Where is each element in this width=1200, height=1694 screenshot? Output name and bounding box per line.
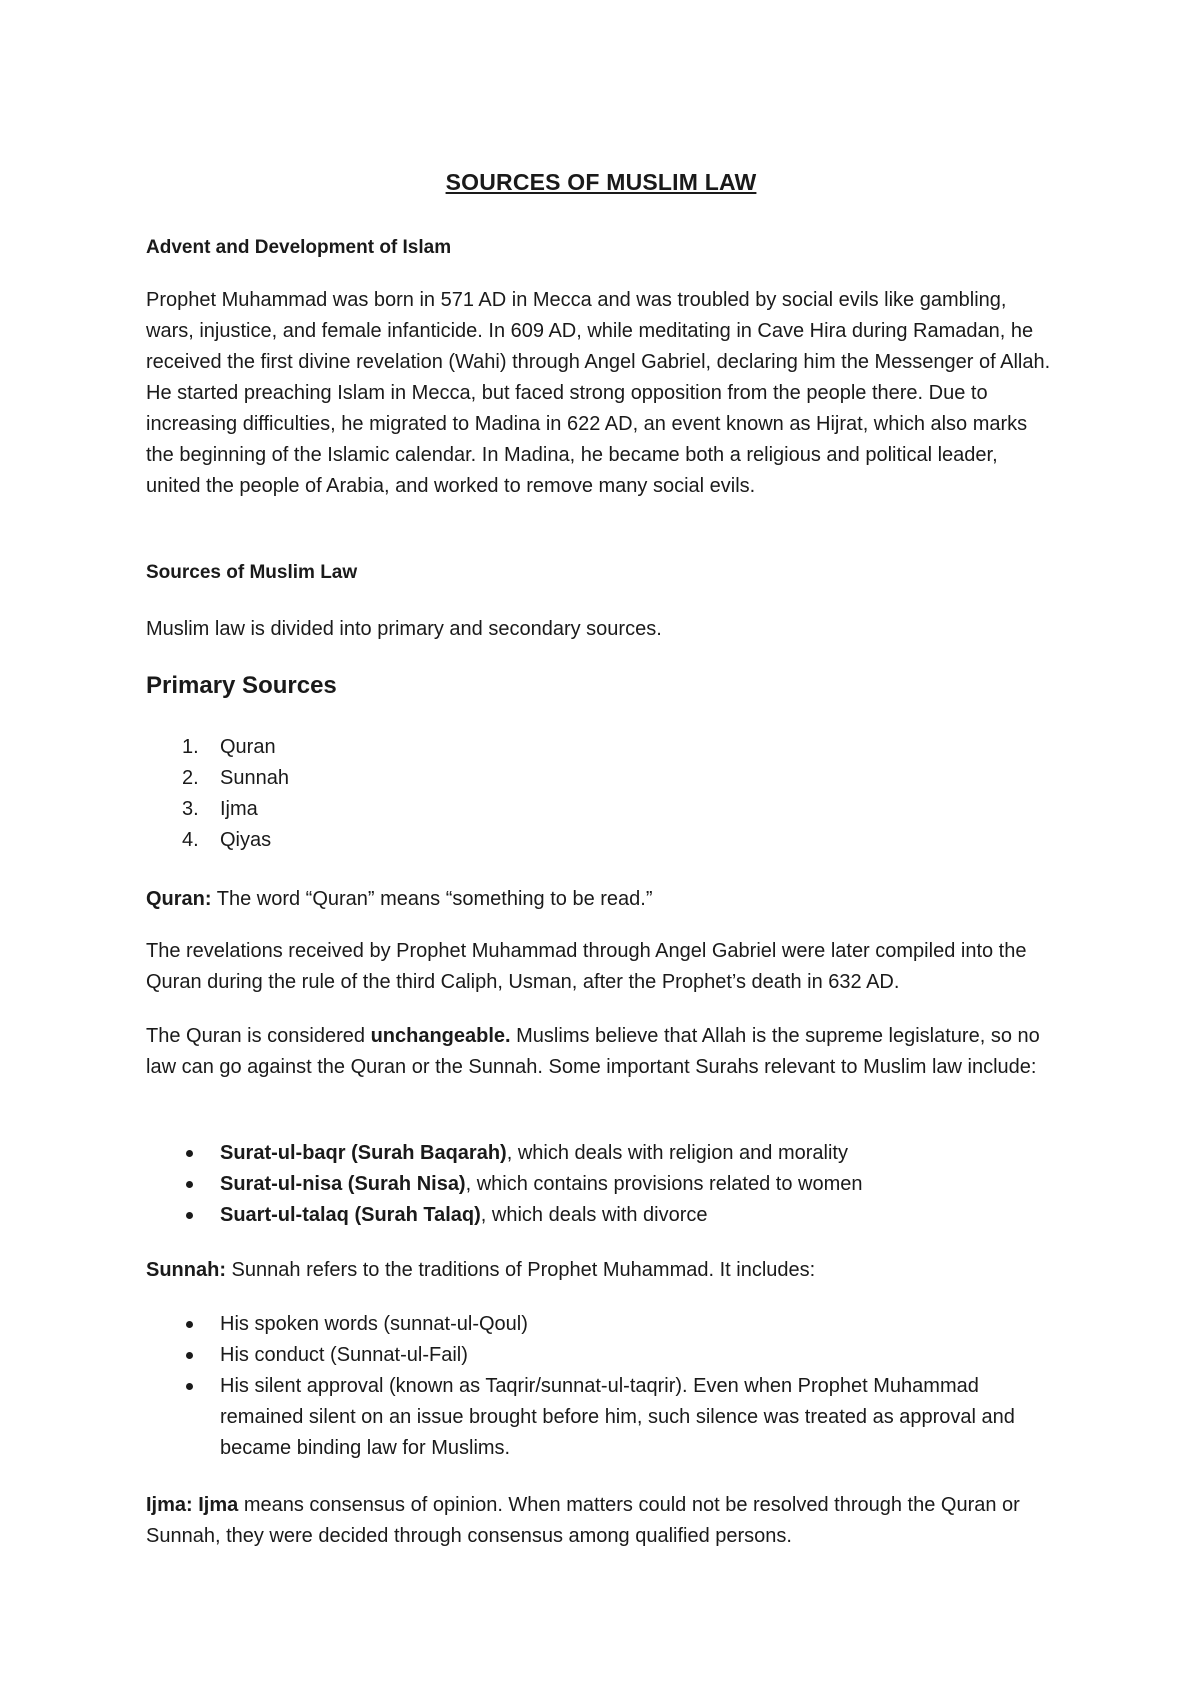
list-item: 3. Ijma: [182, 798, 258, 820]
advent-paragraph: Prophet Muhammad was born in 571 AD in Mecca and was troubled by social evils like gambling, wars, injustice, and female infanticide. In 609 AD, while meditating in Cave Hira during Ramadan, he received the first divine revelation (Wahi) through Angel Gabriel, declaring him the Messenger of Allah. He started preaching Islam in Mecca, but faced strong opposition from the people there. Due to increasing difficulties, he migrated to Madina in 622 AD, an event known as Hijrat, which also marks the beginning of the Islamic calendar. In Madina, he became both a religious and political leader, united the people of Arabia, and worked to remove many social evils.: [146, 289, 1051, 497]
sunnah-term: Sunnah:: [146, 1259, 226, 1281]
bullet-icon: [186, 1150, 193, 1157]
sources-paragraph: Muslim law is divided into primary and secondary sources.: [146, 618, 662, 640]
quran-definition: Quran: The word “Quran” means “something to be read.”: [146, 888, 653, 910]
advent-heading: Advent and Development of Islam: [146, 237, 452, 258]
list-item: His silent approval (known as Taqrir/sunnat-ul-taqrir). Even when Prophet Muhammad remained silent on an issue brought before him, such silence was treated as approval and became binding law for Muslims.: [146, 1371, 1056, 1464]
list-item: 1. Quran: [182, 736, 276, 758]
bullet-icon: [186, 1212, 193, 1219]
list-item: 4. Qiyas: [182, 829, 272, 851]
ijma-term: Ijma:: [146, 1494, 193, 1516]
sunnah-list: [146, 1309, 1056, 1464]
quran-paragraph-2: The Quran is considered unchangeable. Muslims believe that Allah is the supreme legislature, so no law can go against the Quran or the Sunnah. Some important Surahs relevant to Muslim law include:: [146, 1025, 1040, 1078]
quran-paragraph-1: The revelations received by Prophet Muhammad through Angel Gabriel were later compiled into the Quran during the rule of the third Caliph, Usman, after the Prophet’s death in 632 AD.: [146, 940, 1027, 993]
quran-term: Quran:: [146, 888, 212, 910]
list-item: Surat-ul-baqr (Surah Baqarah), which deals with religion and morality: [146, 1138, 1056, 1169]
bullet-icon: [186, 1383, 193, 1390]
bullet-icon: [186, 1181, 193, 1188]
bullet-icon: [186, 1321, 193, 1328]
ijma-definition: Ijma: Ijma means consensus of opinion. When matters could not be resolved through the Quran or Sunnah, they were decided through consensus among qualified persons.: [146, 1494, 1020, 1547]
list-item: His conduct (Sunnat-ul-Fail): [146, 1340, 1056, 1371]
list-item: His spoken words (sunnat-ul-Qoul): [146, 1309, 1056, 1340]
bullet-icon: [186, 1352, 193, 1359]
document-title: SOURCES OF MUSLIM LAW: [445, 169, 757, 195]
surah-list: [146, 1138, 1056, 1231]
list-item: 2. Sunnah: [182, 767, 289, 789]
list-item: Surat-ul-nisa (Surah Nisa), which contains provisions related to women: [146, 1169, 1056, 1200]
sources-heading: Sources of Muslim Law: [146, 562, 358, 583]
unchangeable-emphasis: unchangeable.: [370, 1025, 511, 1047]
list-item: Suart-ul-talaq (Surah Talaq), which deals with divorce: [146, 1200, 1056, 1231]
sunnah-definition: Sunnah: Sunnah refers to the traditions of Prophet Muhammad. It includes:: [146, 1259, 816, 1281]
primary-sources-heading: Primary Sources: [146, 672, 337, 699]
primary-sources-list: [146, 732, 289, 856]
